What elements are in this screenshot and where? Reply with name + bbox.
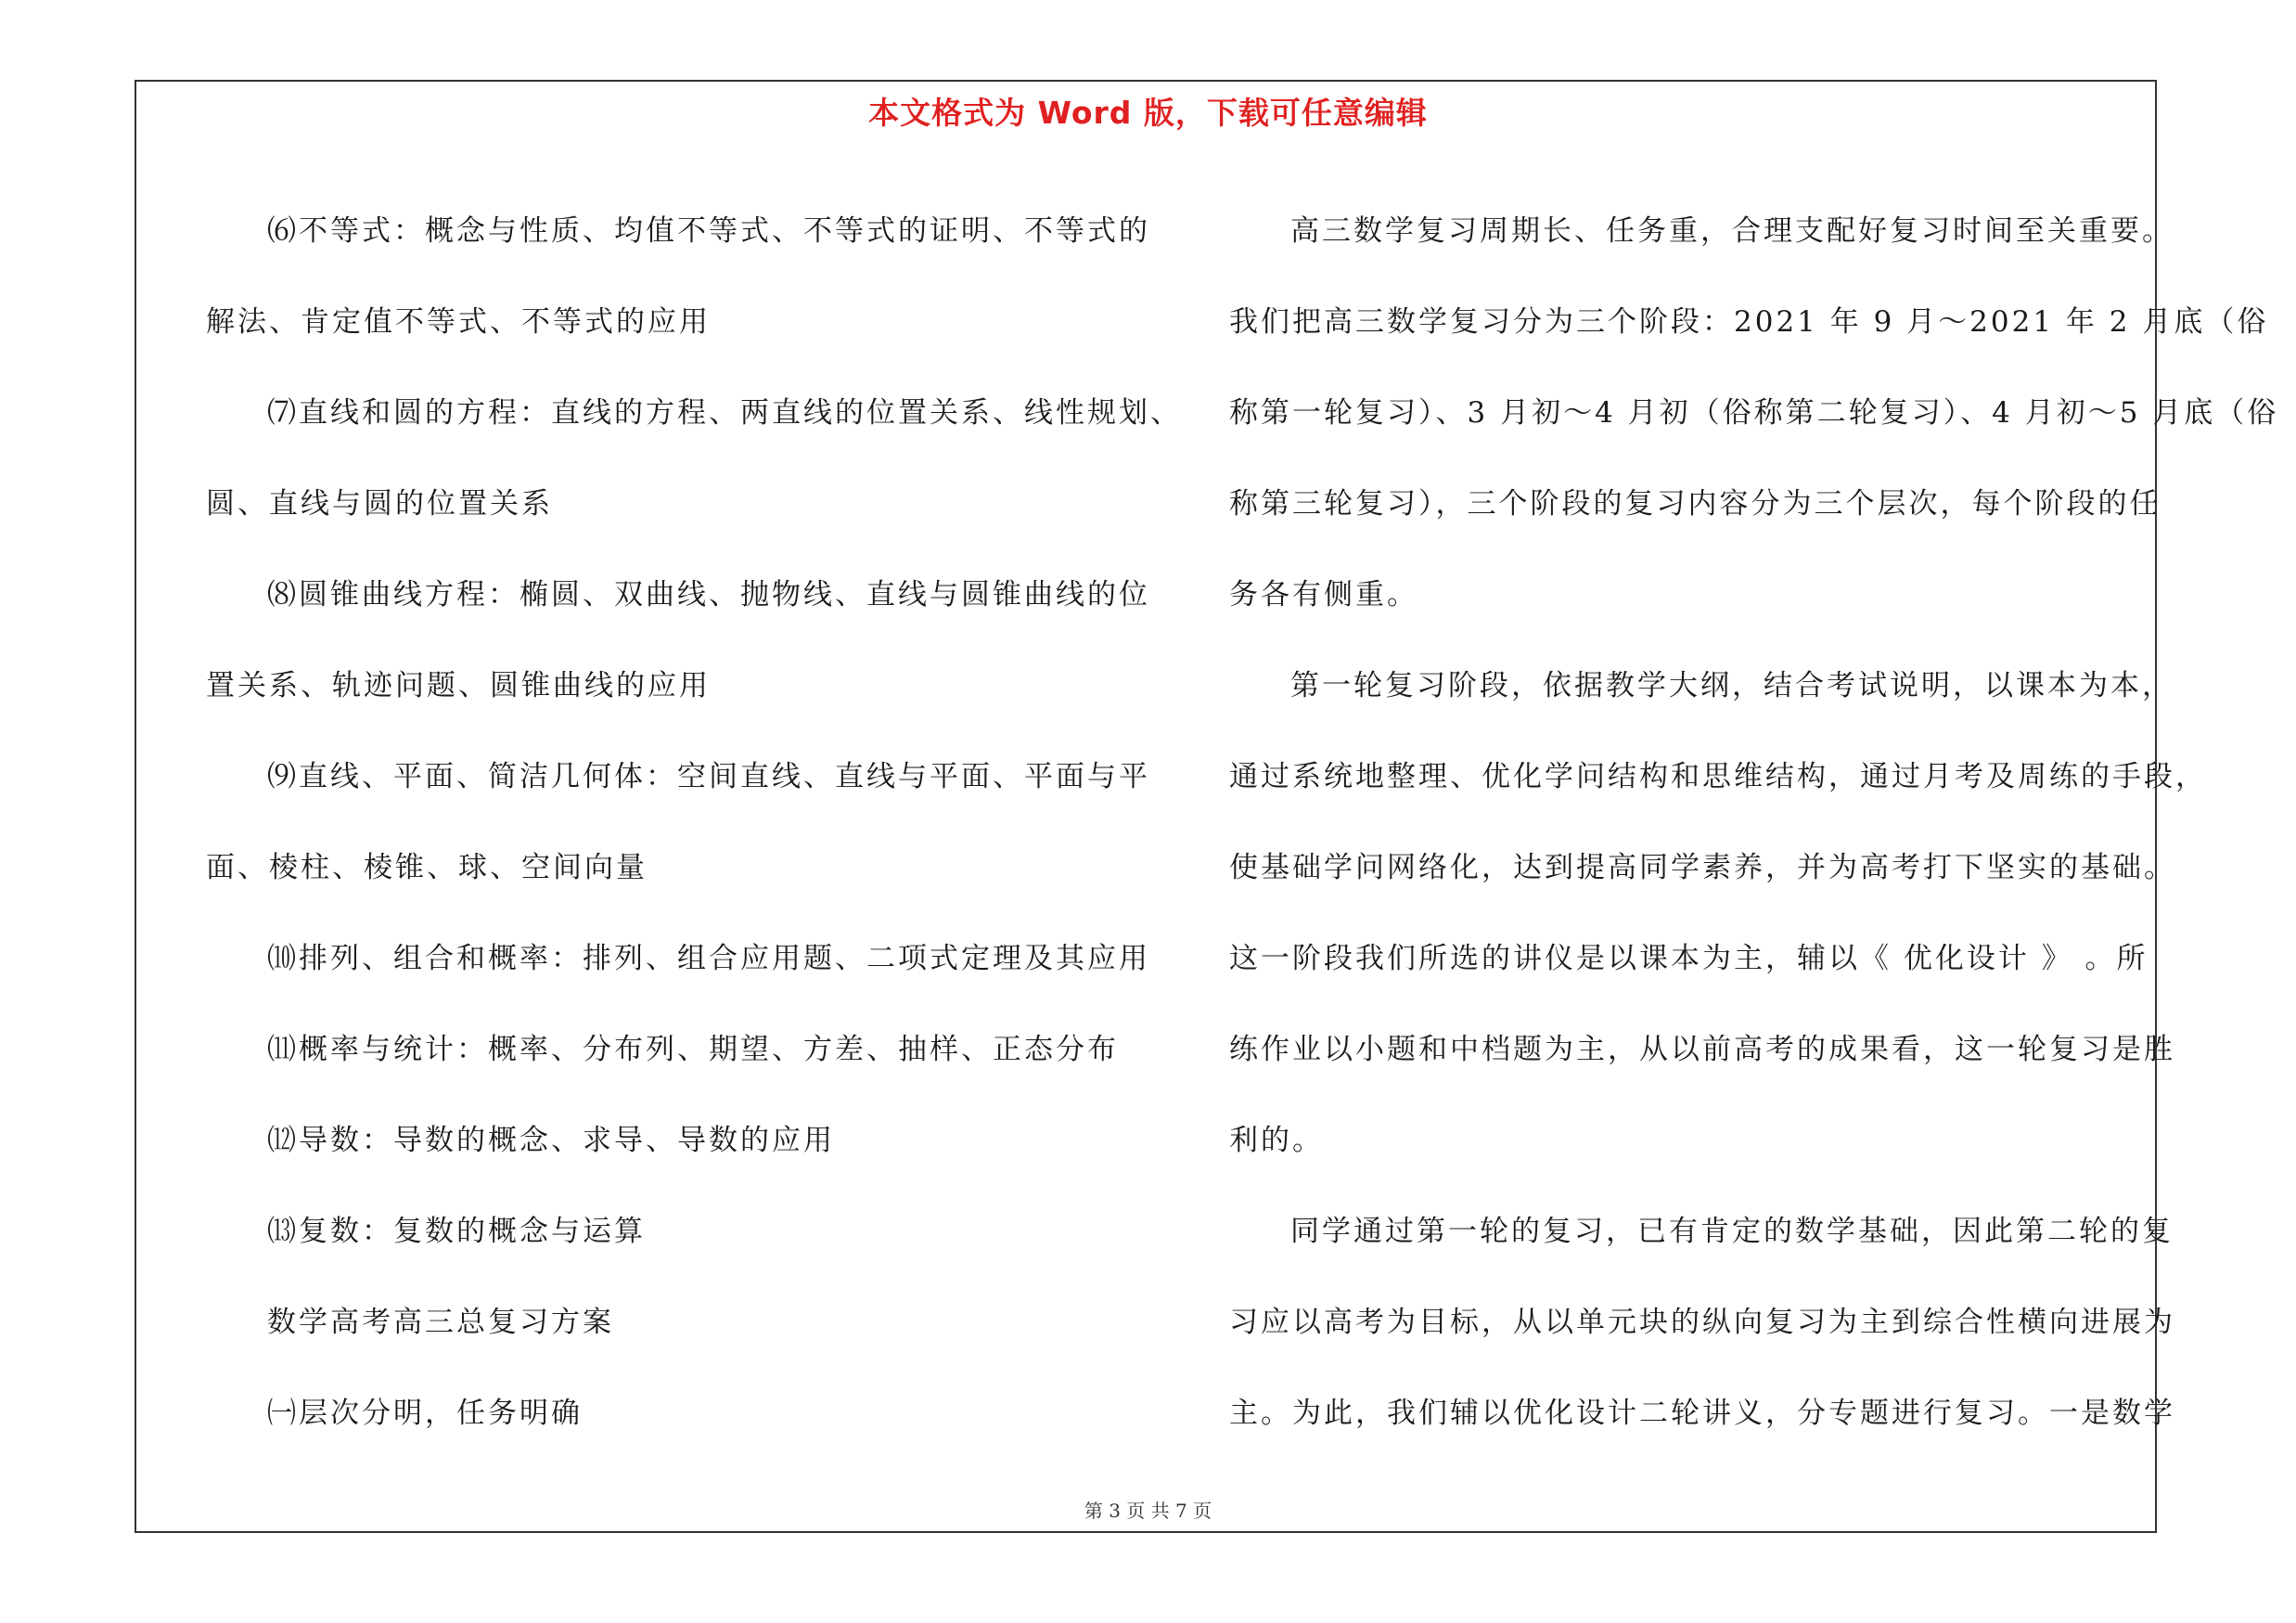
left-line: ⑿导数：导数的概念、求导、导数的应用 (267, 1124, 835, 1157)
page-number: 第 3 页 共 7 页 (1084, 1500, 1212, 1522)
right-line: 第一轮复习阶段，依据教学大纲，结合考试说明，以课本为本， (1290, 669, 2174, 702)
right-line: 主。为此，我们辅以优化设计二轮讲义，分专题进行复习。一是数学 (1229, 1397, 2175, 1430)
left-line: ⑹不等式：概念与性质、均值不等式、不等式的证明、不等式的 (267, 214, 1150, 248)
left-line: ㈠层次分明，任务明确 (267, 1397, 583, 1430)
left-line: 解法、肯定值不等式、不等式的应用 (206, 305, 711, 339)
right-line: 这一阶段我们所选的讲仪是以课本为主，辅以《 优化设计 》 。所 (1229, 942, 2148, 975)
left-line: 圆、直线与圆的位置关系 (206, 487, 553, 521)
left-column (206, 186, 1182, 1459)
left-line: ⒀复数：复数的概念与运算 (267, 1215, 646, 1248)
right-line: 习应以高考为目标，从以单元块的纵向复习为主到综合性横向进展为 (1229, 1306, 2175, 1339)
right-line: 同学通过第一轮的复习，已有肯定的数学基础，因此第二轮的复 (1290, 1215, 2174, 1248)
left-line: 面、棱柱、棱锥、球、空间向量 (206, 851, 648, 884)
left-line: ⑺直线和圆的方程：直线的方程、两直线的位置关系、线性规划、 (267, 396, 1182, 430)
right-column (1229, 186, 2279, 1459)
left-line: ⑻圆锥曲线方程：椭圆、双曲线、抛物线、直线与圆锥曲线的位 (267, 578, 1150, 612)
right-line: 称第三轮复习），三个阶段的复习内容分为三个层次，每个阶段的任 (1229, 487, 2161, 521)
left-line: ⑽排列、组合和概率：排列、组合应用题、二项式定理及其应用 (267, 942, 1150, 975)
right-line: 称第一轮复习）、3 月初～4 月初（俗称第二轮复习）、4 月初～5 月底（俗 (1229, 396, 2279, 430)
right-line: 练作业以小题和中档题为主，从以前高考的成果看，这一轮复习是胜 (1229, 1033, 2175, 1066)
document-banner: 本文格式为 Word 版，下载可任意编辑 (868, 95, 1428, 131)
right-line: 高三数学复习周期长、任务重，合理支配好复习时间至关重要。 (1290, 214, 2174, 248)
right-line: 通过系统地整理、优化学问结构和思维结构，通过月考及周练的手段， (1229, 760, 2207, 793)
left-line: 置关系、轨迹问题、圆锥曲线的应用 (206, 669, 711, 702)
right-line: 使基础学问网络化，达到提高同学素养，并为高考打下坚实的基础。 (1229, 851, 2175, 884)
section-heading: 数学高考高三总复习方案 (267, 1306, 614, 1339)
right-line: 利的。 (1229, 1124, 1324, 1157)
left-line: ⑼直线、平面、简洁几何体：空间直线、直线与平面、平面与平 (267, 760, 1150, 793)
right-line: 我们把高三数学复习分为三个阶段：2021 年 9 月～2021 年 2 月底（俗 (1229, 305, 2269, 339)
right-line: 务各有侧重。 (1229, 578, 1418, 612)
left-line: ⑾概率与统计：概率、分布列、期望、方差、抽样、正态分布 (267, 1033, 1119, 1066)
